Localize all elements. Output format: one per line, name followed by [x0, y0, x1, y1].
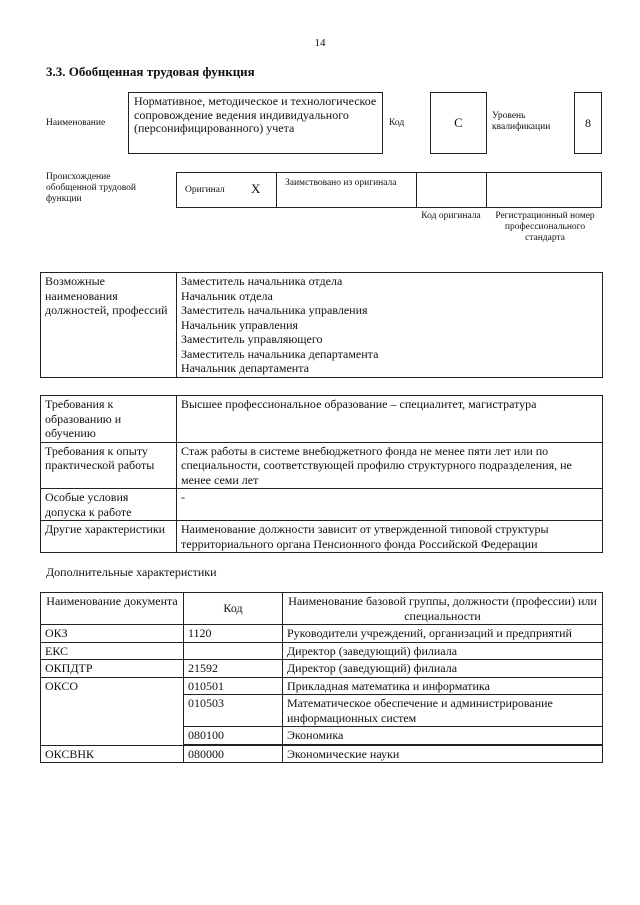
positions-table: [40, 272, 603, 378]
reg-caption: Регистрационный номер профессионального стандарта: [495, 211, 595, 243]
requirement-value: Наименование должности зависит от утвержденной типовой структуры территориального органа Пенсионного фонда Российской Федерации: [177, 521, 603, 553]
additional-title: Дополнительные характеристики: [46, 565, 217, 579]
page-number: 14: [314, 37, 326, 49]
requirement-value: Стаж работы в системе внебюджетного фонда не менее пяти лет или по специальности, соответствующей профилю структурного подразделения, не менее семи лет: [177, 442, 603, 489]
row-name: Директор (заведующий) филиала: [283, 660, 603, 678]
additional-table: [40, 592, 603, 763]
position-item: Заместитель управляющего: [181, 332, 323, 346]
row-name: Экономические науки: [283, 745, 603, 763]
function-code: C: [430, 92, 487, 154]
requirement-row: [41, 396, 603, 443]
origin-reg-cell: [487, 173, 601, 207]
row-name: Директор (заведующий) филиала: [283, 642, 603, 660]
origin-label: Происхождение обобщенной трудовой функции: [46, 172, 136, 204]
row-code: 21592: [184, 660, 283, 678]
row-code: 080000: [184, 745, 283, 763]
positions-list: [177, 273, 603, 378]
row-code: 080100: [184, 727, 283, 745]
original-mark: X: [251, 181, 261, 196]
header-name: Наименование базовой группы, должности (профессии) или специальности: [283, 593, 603, 625]
row-doc: ОКПДТР: [41, 660, 184, 678]
additional-row: [41, 642, 603, 660]
row-name: Математическое обеспечение и администрирование информационных систем: [283, 695, 603, 727]
additional-header-row: [41, 593, 603, 625]
positions-label: Возможные наименования должностей, профессий: [41, 273, 177, 378]
header-document: Наименование документа: [41, 593, 184, 625]
borrowed-label: Заимствовано из оригинала: [285, 178, 397, 188]
requirement-row: [41, 521, 603, 553]
additional-row: [41, 745, 603, 763]
additional-row: [41, 625, 603, 643]
additional-row: [41, 677, 603, 695]
code-caption: Код оригинала: [421, 211, 481, 221]
position-item: Начальник департамента: [181, 361, 309, 375]
position-item: Заместитель начальника отдела: [181, 274, 343, 288]
requirement-label: Особые условия допуска к работе: [41, 489, 177, 521]
row-code: [184, 642, 283, 660]
position-item: Начальник отдела: [181, 288, 273, 303]
name-label: Наименование: [46, 118, 106, 128]
row-name: Прикладная математика и информатика: [283, 677, 603, 695]
code-label: Код: [389, 118, 405, 128]
row-code: 1120: [184, 625, 283, 643]
origin-table: [176, 172, 602, 208]
origin-original-cell: [177, 173, 277, 207]
origin-borrowed-cell: [277, 173, 417, 207]
origin-code-cell: [417, 173, 487, 207]
requirements-table: [40, 395, 603, 553]
requirement-label: Требования к опыту практической работы: [41, 442, 177, 489]
requirement-value: -: [177, 489, 603, 521]
additional-row: [41, 660, 603, 678]
requirement-row: [41, 489, 603, 521]
requirement-value: Высшее профессиональное образование – специалитет, магистратура: [177, 396, 603, 443]
position-item: Начальник управления: [181, 317, 299, 332]
requirement-label: Другие характеристики: [41, 521, 177, 553]
row-code: 010503: [184, 695, 283, 727]
row-name: Экономика: [283, 727, 603, 745]
row-name: Руководители учреждений, организаций и предприятий: [283, 625, 603, 643]
level-label: Уровень квалификации: [492, 111, 551, 132]
original-label: Оригинал: [185, 185, 225, 195]
function-name: Нормативное, методическое и технологическое сопровождение ведения индивидуального (персонифицированного) учета: [128, 92, 383, 154]
requirement-label: Требования к образованию и обучению: [41, 396, 177, 443]
requirement-row: [41, 442, 603, 489]
position-item: Заместитель начальника департамента: [181, 346, 379, 361]
row-code: 010501: [184, 677, 283, 695]
row-doc: ЕКС: [41, 642, 184, 660]
row-doc: ОКСО: [41, 677, 184, 745]
row-doc: ОКСВНК: [41, 745, 184, 763]
position-item: Заместитель начальника управления: [181, 303, 368, 317]
section-title: 3.3. Обобщенная трудовая функция: [46, 64, 255, 79]
qualification-level: 8: [574, 92, 602, 154]
header-code: Код: [184, 593, 283, 625]
row-doc: ОКЗ: [41, 625, 184, 643]
